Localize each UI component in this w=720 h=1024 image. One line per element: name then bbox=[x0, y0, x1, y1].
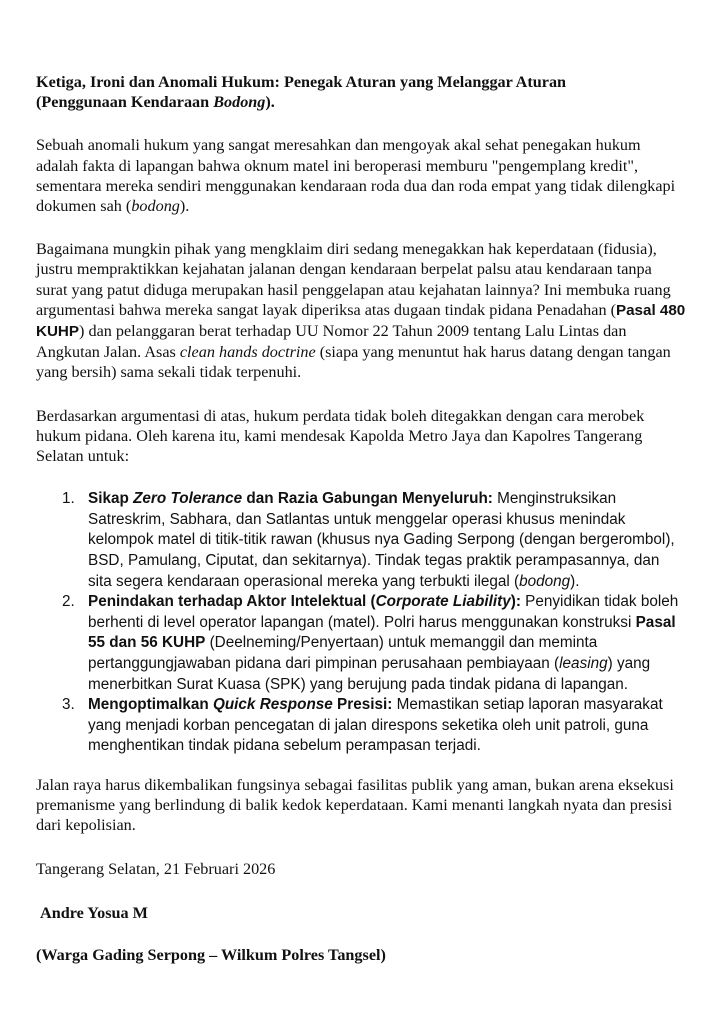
list-item-title-b: ): bbox=[510, 593, 521, 611]
heading-line-1: Ketiga, Ironi dan Anomali Hukum: Penegak Aturan yang Melanggar Aturan bbox=[36, 73, 567, 91]
heading-line-2-pre: (Penggunaan Kendaraan bbox=[36, 93, 214, 112]
list-item-body-b: ). bbox=[570, 572, 580, 590]
list-item-title bbox=[88, 593, 521, 610]
paragraph-anomaly-end: ). bbox=[179, 197, 190, 216]
paragraph-demand-intro: Berdasarkan argumentasi di atas, hukum perdata tidak boleh ditegakkan dengan cara merobek hukum pidana. Oleh karena itu, kami mendesak Kapolda Metro Jaya dan Kapolres Tangerang Selatan untuk: bbox=[36, 406, 645, 466]
list-item-body-a: Memastikan setiap laporan masyarakat yang menjadi korban pencegatan di jalan direspons seketika oleh unit patroli, guna menghentikan tindak pidana sebelum perampasan terjadi. bbox=[88, 696, 663, 755]
list-item-title bbox=[88, 696, 392, 713]
list-item-body-a: Menginstruksikan Satreskrim, Sabhara, dan Satlantas untuk menggelar operasi khusus menindak kelompok matel di titik-titik rawan (khusus nya Gading Serpong (dengan bergerombol), BSD, Pamulang, Ciputat, dan sekitarnya). Tindak tegas praktik perampasannya, dan sita segera kendaraan operasional mereka yang terbukti ilegal ( bbox=[88, 490, 675, 590]
list-item-title-a: Sikap bbox=[88, 490, 134, 508]
paragraph-argument-text-b: ) dan pelanggaran berat terhadap UU Nomor 22 Tahun 2009 tentang Lalu Lintas dan Angkutan Jalan. Asas bbox=[36, 322, 627, 362]
list-item-number: 1. bbox=[62, 490, 75, 508]
paragraph-anomaly bbox=[36, 135, 686, 216]
list-item bbox=[36, 695, 686, 757]
list-item-title-em: Corporate Liability bbox=[375, 593, 511, 611]
list-item-body-em: bodong bbox=[519, 572, 571, 590]
list-item-number: 3. bbox=[62, 696, 75, 714]
paragraph-anomaly-text: Sebuah anomali hukum yang sangat meresahkan dan mengoyak akal sehat penegakan hukum adalah fakta di lapangan bahwa oknum matel ini beroperasi memburu "pengemplang kredit", sementara mereka sendiri menggunakan kendaraan roda dua dan roda empat yang tidak dilengkapi dokumen sah ( bbox=[36, 136, 676, 216]
paragraph-closing: Jalan raya harus dikembalikan fungsinya sebagai fasilitas publik yang aman, bukan arena eksekusi premanisme yang berlindung di balik kedok keperdataan. Kami menanti langkah nyata dan presisi dari kepolisian. bbox=[36, 775, 674, 835]
clean-hands-doctrine: clean hands doctrine bbox=[179, 343, 316, 362]
list-item-title-b: dan Razia Gabungan Menyeluruh: bbox=[242, 490, 493, 508]
paragraph-argument bbox=[36, 239, 686, 382]
heading-line-2-post: ). bbox=[265, 93, 275, 112]
place-and-date: Tangerang Selatan, 21 Februari 2026 bbox=[36, 859, 276, 878]
list-item-title-em: Quick Response bbox=[212, 696, 333, 714]
list-item-title-a: Penindakan terhadap Aktor Intelektual ( bbox=[88, 593, 376, 611]
paragraph-argument-text-c: (siapa yang menuntut hak harus datang dengan tangan yang bersih) sama sekali tidak terpenuhi. bbox=[36, 343, 671, 382]
list-item-body-a: Penyidikan tidak boleh berhenti di level operator lapangan (matel). Polri harus menggunakan konstruksi bbox=[88, 593, 679, 631]
list-item bbox=[36, 489, 686, 592]
list-item-title bbox=[88, 490, 493, 507]
list-item-body-b: (Deelneming/Penyertaan) untuk memanggil dan meminta pertanggungjawaban pidana dari pimpinan perusahaan pembiayaan ( bbox=[88, 634, 598, 672]
list-item-number: 2. bbox=[62, 593, 75, 611]
article-480-reference: Pasal 480 KUHP bbox=[36, 301, 686, 341]
paragraph-anomaly-em: bodong bbox=[131, 197, 180, 216]
list-item-body-em: leasing bbox=[559, 655, 608, 672]
list-item-title-a: Mengoptimalkan bbox=[88, 696, 213, 714]
list-item bbox=[36, 592, 686, 695]
list-item-title-b: Presisi: bbox=[332, 696, 393, 714]
signer-name: Andre Yosua M bbox=[40, 903, 148, 922]
list-item-body-c: ) yang menerbitkan Surat Kuasa (SPK) yang berujung pada tindak pidana di lapangan. bbox=[88, 655, 651, 693]
section-heading bbox=[36, 72, 686, 112]
article-55-56-reference: Pasal 55 dan 56 KUHP bbox=[88, 613, 676, 652]
heading-line-2-em: Bodong bbox=[213, 93, 266, 112]
signer-affiliation: (Warga Gading Serpong – Wilkum Polres Tangsel) bbox=[36, 945, 386, 964]
demands-list bbox=[36, 489, 686, 757]
list-item-title-em: Zero Tolerance bbox=[133, 490, 243, 508]
paragraph-argument-text-a: Bagaimana mungkin pihak yang mengklaim diri sedang menegakkan hak keperdataan (fidusia), justru mempraktikkan kejahatan jalanan dengan kendaraan berpelat palsu atau kendaraan tanpa surat yang patut diduga merupakan hasil penggelapan atau kejahatan lainnya? Ini membuka ruang argumentasi bahwa mereka sangat layak diperiksa atas dugaan tindak pidana Penadahan ( bbox=[36, 240, 671, 319]
